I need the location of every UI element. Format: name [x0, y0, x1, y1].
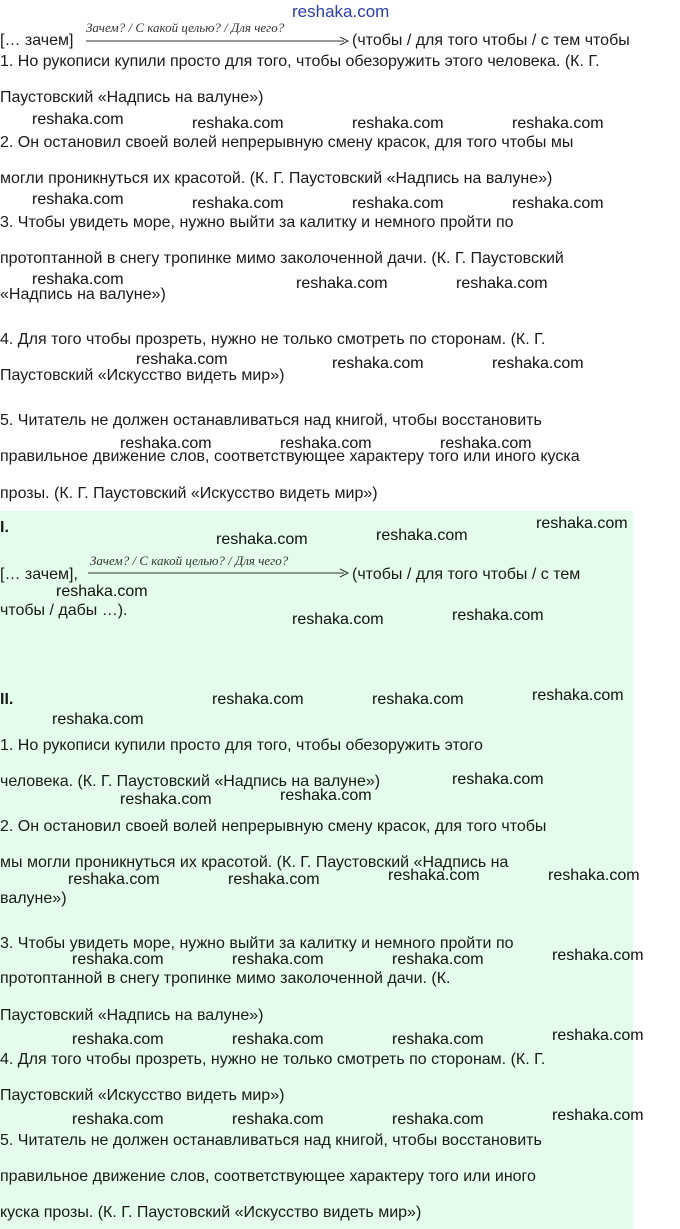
- watermark: reshaka.com: [192, 115, 284, 132]
- watermark: reshaka.com: [352, 195, 444, 212]
- watermark: reshaka.com: [536, 515, 628, 532]
- watermark: reshaka.com: [552, 1027, 644, 1044]
- watermark: reshaka.com: [376, 527, 468, 544]
- watermark: reshaka.com: [280, 787, 372, 804]
- watermark: reshaka.com: [372, 691, 464, 708]
- watermark: reshaka.com: [452, 607, 544, 624]
- watermark: reshaka.com: [548, 867, 640, 884]
- task-line: 2. Он остановил своей волей непрерывную смену красок, для того чтобы мы: [0, 134, 574, 151]
- watermark: reshaka.com: [292, 611, 384, 628]
- watermark: reshaka.com: [72, 1111, 164, 1128]
- task-line: прозы. (К. Г. Паустовский «Искусство видеть мир»): [0, 485, 378, 502]
- task-line: Паустовский «Искусство видеть мир»): [0, 367, 285, 384]
- answer-line: 2. Он остановил своей волей непрерывную смену красок, для того чтобы: [0, 818, 547, 835]
- task-line: правильное движение слов, соответствующее характеру того или иного куска: [0, 448, 580, 465]
- watermark: reshaka.com: [32, 271, 124, 288]
- watermark: reshaka.com: [32, 191, 124, 208]
- answer-line-text: Паустовский «Надпись на валуне»): [0, 1007, 264, 1024]
- watermark: reshaka.com: [52, 711, 144, 728]
- watermark: reshaka.com: [532, 687, 624, 704]
- watermark: reshaka.com: [452, 771, 544, 788]
- answer-part-2-label: II.: [0, 691, 14, 708]
- watermark: reshaka.com: [492, 355, 584, 372]
- watermark: reshaka.com: [228, 871, 320, 888]
- answer-line: 3. Чтобы увидеть море, нужно выйти за калитку и немного пройти по: [0, 935, 514, 952]
- answer-line: человека. (К. Г. Паустовский «Надпись на валуне»): [0, 773, 381, 790]
- watermark: reshaka.com: [392, 1111, 484, 1128]
- watermark: reshaka.com: [212, 691, 304, 708]
- watermark: reshaka.com: [136, 351, 228, 368]
- task-line: 1. Но рукописи купили просто для того, чтобы обезоружить этого человека. (К. Г.: [0, 53, 600, 70]
- watermark: reshaka.com: [456, 275, 548, 292]
- answer-line: валуне»): [0, 890, 67, 907]
- task-line: 3. Чтобы увидеть море, нужно выйти за калитку и немного пройти по: [0, 214, 514, 231]
- watermark: reshaka.com: [192, 195, 284, 212]
- watermark: reshaka.com: [440, 435, 532, 452]
- watermark: reshaka.com: [32, 111, 124, 128]
- watermark: reshaka.com: [280, 435, 372, 452]
- watermark: reshaka.com: [232, 951, 324, 968]
- task-line: протоптанной в снегу тропинке мимо заколоченной дачи. (К. Г. Паустовский: [0, 250, 564, 267]
- watermark: reshaka.com: [512, 115, 604, 132]
- watermark: reshaka.com: [72, 951, 164, 968]
- answer-line: [0, 969, 451, 989]
- scheme-left-text: [… зачем],: [0, 566, 78, 583]
- watermark: reshaka.com: [332, 355, 424, 372]
- watermark: reshaka.com: [56, 583, 148, 600]
- answer-line: 4. Для того чтобы прозреть, нужно не только смотреть по сторонам. (К. Г.: [0, 1051, 546, 1068]
- watermark: reshaka.com: [388, 867, 480, 884]
- watermark: reshaka.com: [68, 871, 160, 888]
- watermark: reshaka.com: [292, 2, 390, 21]
- answer-line: 5. Читатель не должен останавливаться над книгой, чтобы восстановить: [0, 1132, 542, 1149]
- answer-line: Паустовский «Искусство видеть мир»): [0, 1087, 285, 1104]
- task-line: 4. Для того чтобы прозреть, нужно не только смотреть по сторонам. (К. Г.: [0, 331, 546, 348]
- arrow-icon: [88, 568, 350, 578]
- watermark: reshaka.com: [552, 947, 644, 964]
- watermark: reshaka.com: [392, 951, 484, 968]
- watermark: reshaka.com: [512, 195, 604, 212]
- task-line: могли проникнуться их красотой. (К. Г. Паустовский «Надпись на валуне»): [0, 170, 553, 187]
- task-line: Паустовский «Надпись на валуне»): [0, 89, 264, 106]
- scheme-questions: Зачем? / С какой целью? / Для чего?: [90, 553, 289, 568]
- watermark: reshaka.com: [72, 1031, 164, 1048]
- arrow-icon: [86, 36, 350, 46]
- task-line: «Надпись на валуне»): [0, 286, 166, 303]
- scheme-right-text-cont: чтобы / дабы …).: [0, 602, 128, 619]
- answer-line: [0, 1006, 264, 1026]
- scheme-questions: Зачем? / С какой целью? / Для чего?: [86, 20, 285, 35]
- answer-line-text: протоптанной в снегу тропинке мимо заколоченной дачи. (К.: [0, 970, 451, 987]
- answer-line: куска прозы. (К. Г. Паустовский «Искусство видеть мир»): [0, 1204, 422, 1221]
- scheme-right-text: (чтобы / для того чтобы / с тем: [352, 566, 581, 583]
- watermark: reshaka.com: [120, 791, 212, 808]
- watermark: reshaka.com: [232, 1031, 324, 1048]
- task-line: 5. Читатель не должен останавливаться над книгой, чтобы восстановить: [0, 412, 542, 429]
- watermark: reshaka.com: [296, 275, 388, 292]
- scheme-right-text: (чтобы / для того чтобы / с тем чтобы: [352, 32, 630, 49]
- watermark: reshaka.com: [216, 531, 308, 548]
- scheme-left-text: [… зачем]: [0, 32, 74, 49]
- answer-part-1-label: I.: [0, 519, 9, 536]
- watermark: reshaka.com: [352, 115, 444, 132]
- watermark: reshaka.com: [120, 435, 212, 452]
- watermark: reshaka.com: [392, 1031, 484, 1048]
- watermark: reshaka.com: [232, 1111, 324, 1128]
- watermark: reshaka.com: [552, 1107, 644, 1124]
- answer-line: 1. Но рукописи купили просто для того, чтобы обезоружить этого: [0, 737, 483, 754]
- answer-line: правильное движение слов, соответствующее характеру того или иного: [0, 1168, 536, 1185]
- answer-line: мы могли проникнуться их красотой. (К. Г. Паустовский «Надпись на: [0, 854, 509, 871]
